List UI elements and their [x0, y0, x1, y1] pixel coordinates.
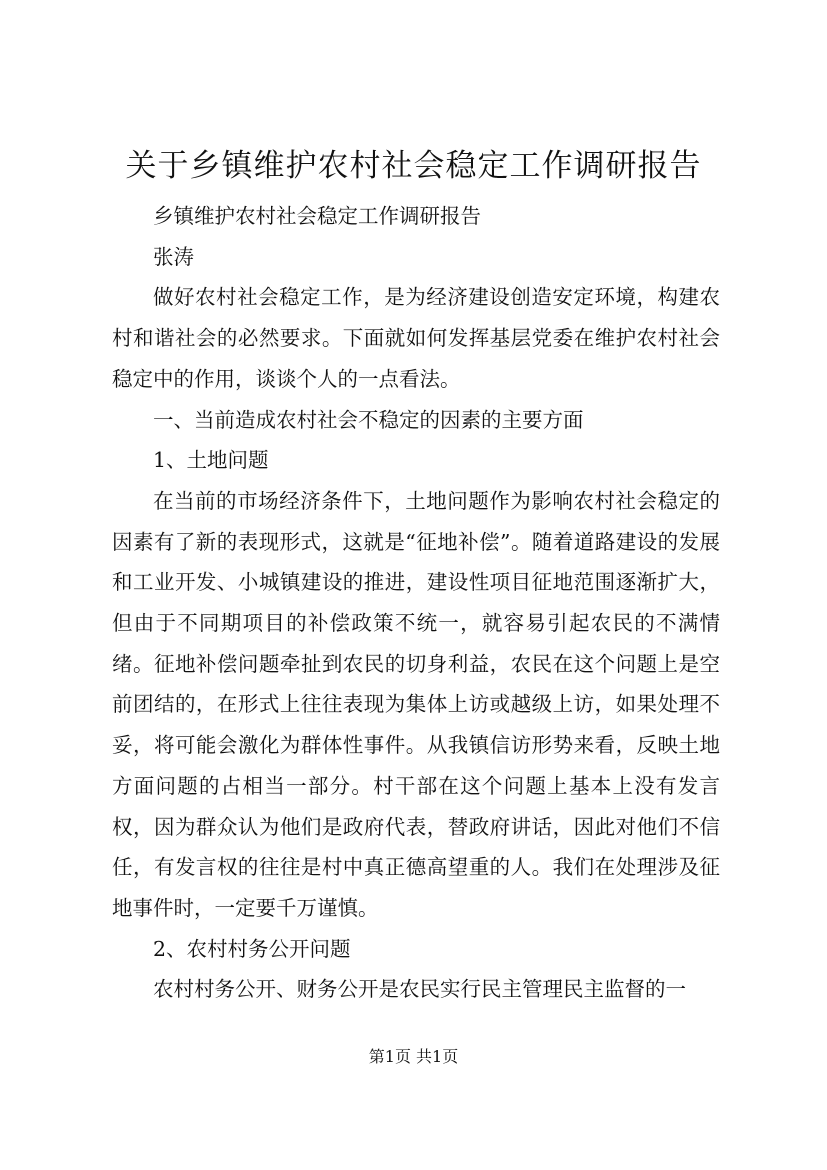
body-paragraph: 农村村务公开、财务公开是农民实行民主管理民主监督的一 [153, 977, 686, 1002]
subsection-heading: 1、土地问题 [153, 448, 269, 473]
document-title: 关于乡镇维护农村社会稳定工作调研报告 [125, 148, 702, 184]
subsection-heading: 2、农村村务公开问题 [153, 936, 351, 961]
page-footer: 第1页 共1页 [368, 1047, 459, 1066]
document-body [112, 196, 720, 1010]
subtitle-paragraph: 乡镇维护农村社会稳定工作调研报告 [153, 204, 481, 228]
author-paragraph: 张涛 [153, 244, 194, 269]
section-heading: 一、当前造成农村社会不稳定的因素的主要方面 [153, 407, 584, 432]
intro-paragraph: 做好农村社会稳定工作，是为经济建设创造安定环境，构建农村和谐社会的必然要求。下面就如何发挥基层党委在维护农村社会稳定中的作用，谈谈个人的一点看法。 [112, 285, 720, 391]
body-paragraph: 在当前的市场经济条件下，土地问题作为影响农村社会稳定的因素有了新的表现形式，这就是“征地补偿”。随着道路建设的发展和工业开发、小城镇建设的推进，建设性项目征地范围逐渐扩大，但由于不同期项目的补偿政策不统一，就容易引起农民的不满情绪。征地补偿问题牵扯到农民的切身利益，农民在这个问题上是空前团结的，在形式上往往表现为集体上访或越级上访，如果处理不妥，将可能会激化为群体性事件。从我镇信访形势来看，反映土地方面问题的占相当一部分。村干部在这个问题上基本上没有发言权，因为群众认为他们是政府代表，替政府讲话，因此对他们不信任，有发言权的往往是村中真正德高望重的人。我们在处理涉及征地事件时，一定要千万谨慎。 [112, 488, 720, 920]
